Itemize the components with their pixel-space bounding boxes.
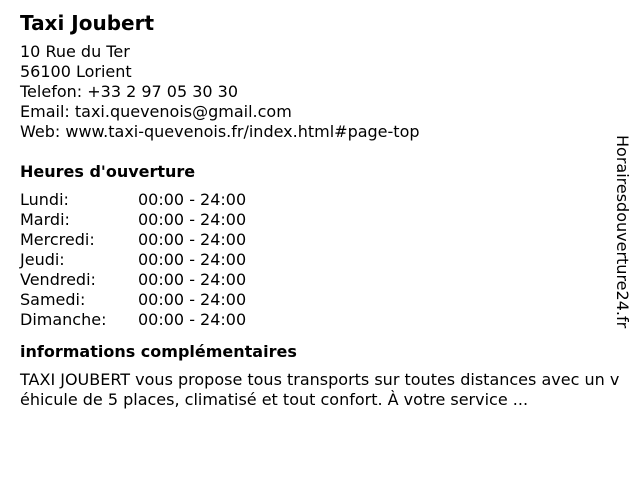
hours-row-sunday	[20, 310, 246, 330]
time-value: 00:00 - 24:00	[138, 310, 247, 329]
hours-row-tuesday	[20, 210, 246, 230]
business-card	[20, 10, 620, 410]
day-label: Mercredi:	[20, 230, 95, 249]
time-value: 00:00 - 24:00	[138, 210, 247, 229]
day-label: Dimanche:	[20, 310, 107, 329]
business-name: Taxi Joubert	[20, 11, 155, 35]
hours-row-friday	[20, 270, 246, 290]
day-label: Samedi:	[20, 290, 86, 309]
opening-hours-table	[20, 190, 246, 330]
day-label: Lundi:	[20, 190, 69, 209]
time-value: 00:00 - 24:00	[138, 290, 247, 309]
time-value: 00:00 - 24:00	[138, 190, 247, 209]
time-value: 00:00 - 24:00	[138, 230, 247, 249]
hours-row-wednesday	[20, 230, 246, 250]
day-label: Jeudi:	[20, 250, 65, 269]
time-value: 00:00 - 24:00	[138, 250, 247, 269]
day-label: Mardi:	[20, 210, 70, 229]
time-value: 00:00 - 24:00	[138, 270, 247, 289]
additional-info-text: TAXI JOUBERT vous propose tous transports sur toutes distances avec un véhicule de 5 places, climatisé et tout confort. À votre service ...	[20, 370, 620, 409]
web-line: Web: www.taxi-quevenois.fr/index.html#page-top	[20, 122, 420, 141]
site-watermark: Horairesdouverture24.fr	[613, 135, 632, 329]
phone-line: Telefon: +33 2 97 05 30 30	[20, 82, 239, 101]
hours-row-thursday	[20, 250, 246, 270]
hours-row-saturday	[20, 290, 246, 310]
hours-row-monday	[20, 190, 246, 210]
day-label: Vendredi:	[20, 270, 96, 289]
opening-hours-heading: Heures d'ouverture	[20, 162, 196, 181]
additional-info-heading: informations complémentaires	[20, 342, 297, 361]
address-city: 56100 Lorient	[20, 62, 132, 81]
email-line: Email: taxi.quevenois@gmail.com	[20, 102, 292, 121]
address-street: 10 Rue du Ter	[20, 42, 130, 61]
